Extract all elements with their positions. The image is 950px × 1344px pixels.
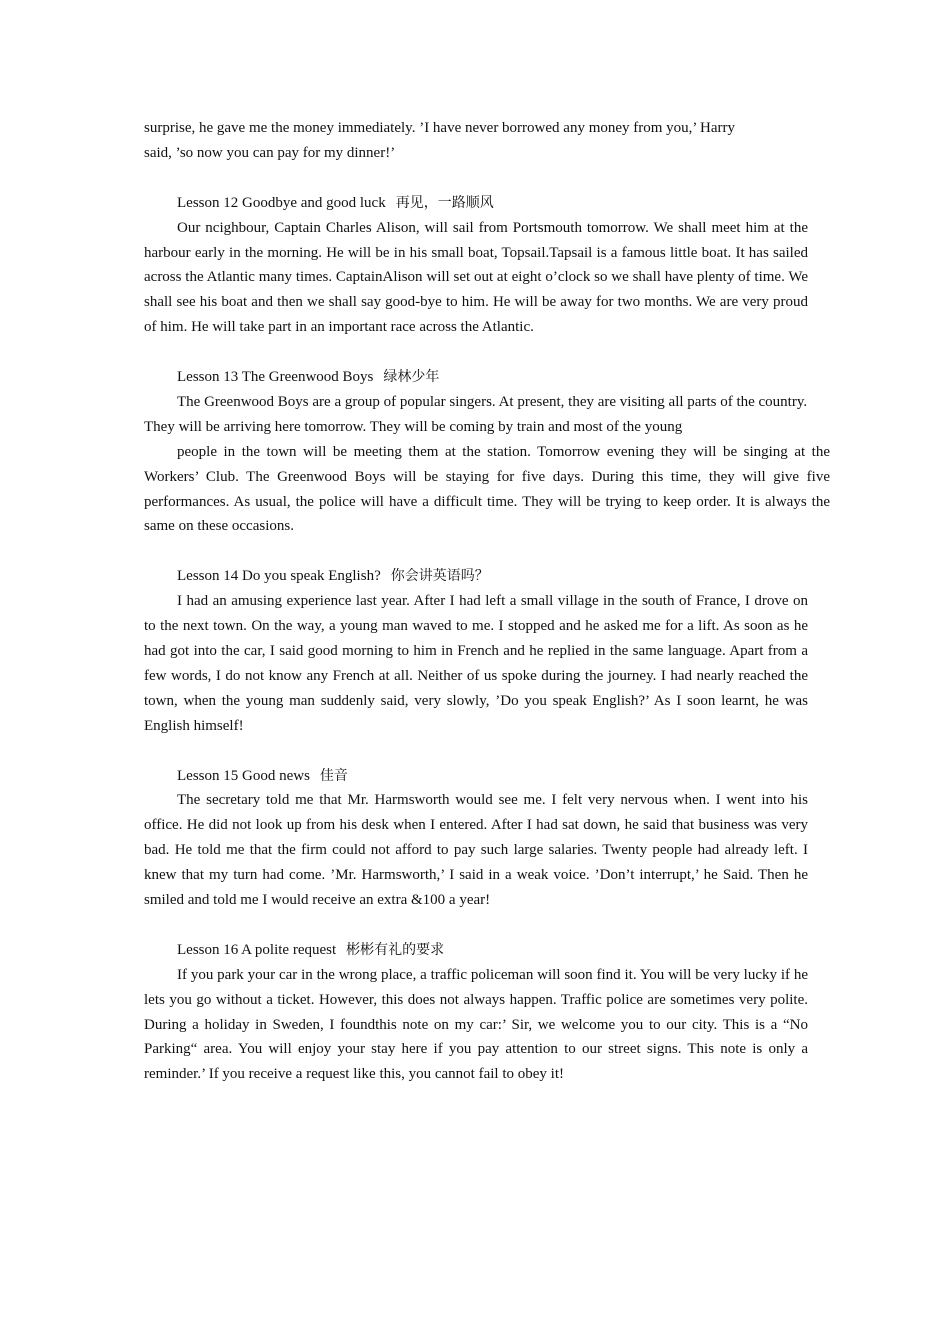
spacer — [144, 539, 808, 564]
spacer — [144, 340, 808, 365]
lesson-title-cn: 彬彬有礼的要求 — [346, 941, 445, 958]
lesson-title — [144, 191, 808, 216]
lesson-title-en: Lesson 14 Do you speak English? — [177, 568, 381, 585]
intro-line-2: said, ’so now you can pay for my dinner!’ — [144, 144, 396, 161]
lesson-title — [144, 564, 808, 589]
lesson-title-en: Lesson 13 The Greenwood Boys — [177, 369, 374, 386]
lesson-paragraph: Our ncighbour, Captain Charles Alison, will sail from Portsmouth tomorrow. We shall meet him at the harbour early in the morning. He will be in his small boat, Topsail.Tapsail is a famous little boat. It has sailed across the Atlantic many times. CaptainAlison will set out at eight o’clock so we shall have plenty of time. We shall see his boat and then we shall say good-bye to him. He will be away for two months. We are very proud of him. He will take part in an important race across the Atlantic. — [144, 219, 808, 336]
lesson-title-cn: 你会讲英语吗？ — [390, 568, 489, 585]
lesson-paragraph: I had an amusing experience last year. After I had left a small village in the south of France, I drove on to the next town. On the way, a young man waved to me. I stopped and he asked me for a lift. As soon as he had got into the car, I said good morning to him in French and he replied in the same language. Apart from a few words, I do not know any French at all. Neither of us spoke during the journey. I had nearly reached the town, when the young man suddenly said, very slowly, ’Do you speak English?’ As I soon learnt, he was English himself! — [144, 593, 808, 734]
lesson-title — [144, 365, 808, 390]
lesson-paragraph: people in the town will be meeting them at the station. Tomorrow evening they will be singing at the Workers’ Club. The Greenwood Boys will be staying for five days. During this time, they will give five performances. As usual, the police will have a difficult time. They will be trying to keep order. It is always the same on these occasions. — [144, 443, 830, 535]
intro-line-1: surprise, he gave me the money immediately. ’I have never borrowed any money from you,’ Harry — [144, 120, 736, 136]
lesson-title-cn: 佳音 — [319, 767, 348, 784]
lesson-title-en: Lesson 15 Good news — [177, 767, 310, 784]
lesson-title-en: Lesson 12 Goodbye and good luck — [177, 194, 386, 211]
lesson-15 — [144, 764, 808, 913]
lesson-title — [144, 938, 808, 963]
spacer — [144, 739, 808, 764]
lesson-title-cn: 再见，一路顺风 — [395, 194, 494, 211]
lesson-title — [144, 764, 808, 789]
lesson-title-en: Lesson 16 A polite request — [177, 941, 337, 958]
lesson-16 — [144, 938, 808, 1087]
document-body — [144, 116, 830, 1087]
lesson-paragraph: The secretary told me that Mr. Harmsworth would see me. I felt very nervous when. I went into his office. He did not look up from his desk when I entered. After I had sat down, he said that business was very bad. He told me that the firm could not afford to pay such large salaries. Twenty people had already left. I knew that my turn had come. ’Mr. Harmsworth,’ I said in a weak voice. ’Don’t interrupt,’ he Said. Then he smiled and told me I would receive an extra &100 a year! — [144, 792, 808, 909]
lesson-title-cn: 绿林少年 — [383, 369, 440, 386]
lesson-14 — [144, 564, 808, 738]
lesson-paragraph: If you park your car in the wrong place, a traffic policeman will soon find it. You will be very lucky if he lets you go without a ticket. However, this does not always happen. Traffic police are sometimes very polite. During a holiday in Sweden, I foundthis note on my car:’ Sir, we welcome you to our city. This is a “No Parking“ area. You will enjoy your stay here if you pay attention to our street signs. This note is only a reminder.’ If you receive a request like this, you cannot fail to obey it! — [144, 966, 808, 1083]
spacer — [144, 913, 808, 938]
lesson-12 — [144, 191, 808, 340]
lesson-13 — [144, 365, 830, 539]
spacer — [144, 166, 808, 191]
lesson-paragraph: The Greenwood Boys are a group of popular singers. At present, they are visiting all parts of the country. They will be arriving here tomorrow. They will be coming by train and most of the young — [144, 393, 808, 435]
